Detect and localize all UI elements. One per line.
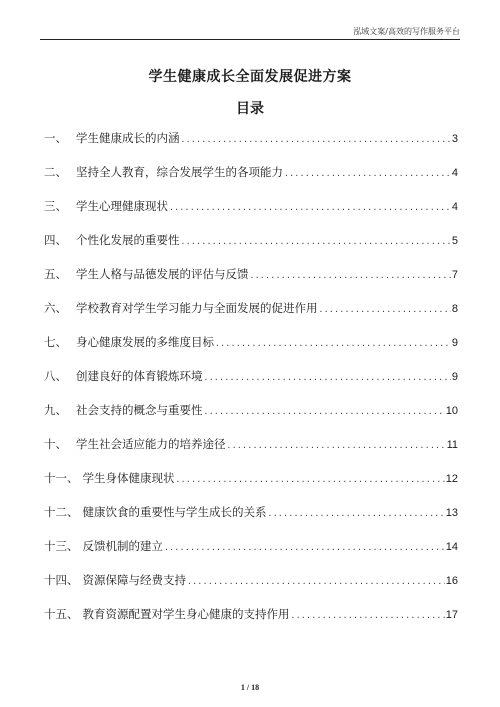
toc-entry-title: 健康饮食的重要性与学生成长的关系 bbox=[82, 505, 267, 519]
toc-entry-page: 4 bbox=[451, 167, 458, 179]
toc-entry-page: 7 bbox=[451, 269, 458, 281]
toc-entry-11[interactable] bbox=[44, 461, 458, 495]
toc-entry-number: 一、 bbox=[44, 131, 67, 145]
toc-dot-leader bbox=[319, 293, 451, 327]
toc-entry-number: 十二、 bbox=[44, 505, 79, 519]
toc-entry-number: 九、 bbox=[44, 403, 67, 417]
toc-entry-15[interactable] bbox=[44, 597, 458, 631]
toc-entry-5[interactable] bbox=[44, 257, 458, 291]
toc-entry-13[interactable] bbox=[44, 529, 458, 563]
toc-dot-leader bbox=[204, 361, 451, 395]
page-number-indicator: 1 / 18 bbox=[240, 683, 260, 692]
toc-entry-page: 5 bbox=[451, 235, 458, 247]
toc-entry-page: 9 bbox=[451, 337, 458, 349]
toc-dot-leader bbox=[215, 327, 451, 361]
toc-entry-6[interactable] bbox=[44, 291, 458, 325]
toc-dot-leader bbox=[181, 123, 451, 157]
toc-dot-leader bbox=[164, 531, 445, 565]
toc-entry-title: 学校教育对学生学习能力与全面发展的促进作用 bbox=[76, 301, 318, 315]
toc-entry-number: 六、 bbox=[44, 301, 67, 315]
toc-entry-number: 五、 bbox=[44, 267, 67, 281]
toc-dot-leader bbox=[227, 429, 446, 463]
toc-dot-leader bbox=[291, 599, 445, 633]
toc-entry-2[interactable] bbox=[44, 155, 458, 189]
toc-dot-leader bbox=[204, 395, 445, 429]
toc-dot-leader bbox=[268, 497, 445, 531]
toc-entry-3[interactable] bbox=[44, 189, 458, 223]
toc-entry-title: 资源保障与经费支持 bbox=[82, 573, 186, 587]
toc-entry-number: 七、 bbox=[44, 335, 67, 349]
toc-entry-page: 10 bbox=[445, 405, 458, 417]
toc-entry-number: 十四、 bbox=[44, 573, 79, 587]
toc-entry-page: 12 bbox=[445, 473, 458, 485]
toc-entry-page: 11 bbox=[446, 439, 458, 451]
toc-entry-number: 十一、 bbox=[44, 471, 79, 485]
toc-entry-title: 社会支持的概念与重要性 bbox=[76, 403, 203, 417]
table-of-contents bbox=[44, 121, 458, 631]
toc-entry-title: 学生人格与品德发展的评估与反馈 bbox=[76, 267, 249, 281]
toc-dot-leader bbox=[176, 463, 445, 497]
toc-entry-title: 反馈机制的建立 bbox=[82, 539, 163, 553]
toc-entry-number: 十、 bbox=[44, 437, 67, 451]
toc-entry-title: 个性化发展的重要性 bbox=[76, 233, 180, 247]
toc-dot-leader bbox=[181, 225, 451, 259]
toc-entry-page: 8 bbox=[451, 303, 458, 315]
toc-entry-page: 9 bbox=[451, 371, 458, 383]
toc-entry-page: 3 bbox=[451, 133, 458, 145]
toc-dot-leader bbox=[250, 259, 451, 293]
toc-entry-10[interactable] bbox=[44, 427, 458, 461]
toc-entry-number: 三、 bbox=[44, 199, 67, 213]
header-divider bbox=[40, 39, 460, 40]
toc-entry-title: 教育资源配置对学生身心健康的支持作用 bbox=[82, 607, 290, 621]
toc-entry-number: 八、 bbox=[44, 369, 67, 383]
toc-entry-page: 17 bbox=[445, 609, 458, 621]
toc-entry-12[interactable] bbox=[44, 495, 458, 529]
toc-entry-title: 学生心理健康现状 bbox=[76, 199, 168, 213]
toc-entry-title: 创建良好的体育锻炼环境 bbox=[76, 369, 203, 383]
toc-entry-number: 十五、 bbox=[44, 607, 79, 621]
toc-entry-page: 16 bbox=[445, 575, 458, 587]
toc-entry-page: 14 bbox=[445, 541, 458, 553]
toc-entry-page: 4 bbox=[451, 201, 458, 213]
toc-dot-leader bbox=[187, 565, 445, 599]
toc-entry-title: 学生健康成长的内涵 bbox=[76, 131, 180, 145]
toc-entry-1[interactable] bbox=[44, 121, 458, 155]
toc-dot-leader bbox=[284, 157, 451, 191]
toc-entry-number: 十三、 bbox=[44, 539, 79, 553]
toc-entry-title: 学生社会适应能力的培养途径 bbox=[76, 437, 226, 451]
toc-entry-9[interactable] bbox=[44, 393, 458, 427]
toc-entry-page: 13 bbox=[445, 507, 458, 519]
toc-entry-title: 坚持全人教育，综合发展学生的各项能力 bbox=[76, 165, 283, 179]
toc-entry-number: 二、 bbox=[44, 165, 67, 179]
toc-entry-4[interactable] bbox=[44, 223, 458, 257]
toc-dot-leader bbox=[169, 191, 451, 225]
header-text: 泓域文案/高效的写作服务平台 bbox=[353, 27, 460, 36]
toc-entry-title: 身心健康发展的多维度目标 bbox=[76, 335, 214, 349]
toc-entry-8[interactable] bbox=[44, 359, 458, 393]
toc-entry-7[interactable] bbox=[44, 325, 458, 359]
toc-entry-number: 四、 bbox=[44, 233, 67, 247]
document-title: 学生健康成长全面发展促进方案 bbox=[148, 69, 352, 85]
toc-heading: 目录 bbox=[236, 101, 264, 117]
toc-entry-14[interactable] bbox=[44, 563, 458, 597]
toc-entry-title: 学生身体健康现状 bbox=[82, 471, 175, 485]
